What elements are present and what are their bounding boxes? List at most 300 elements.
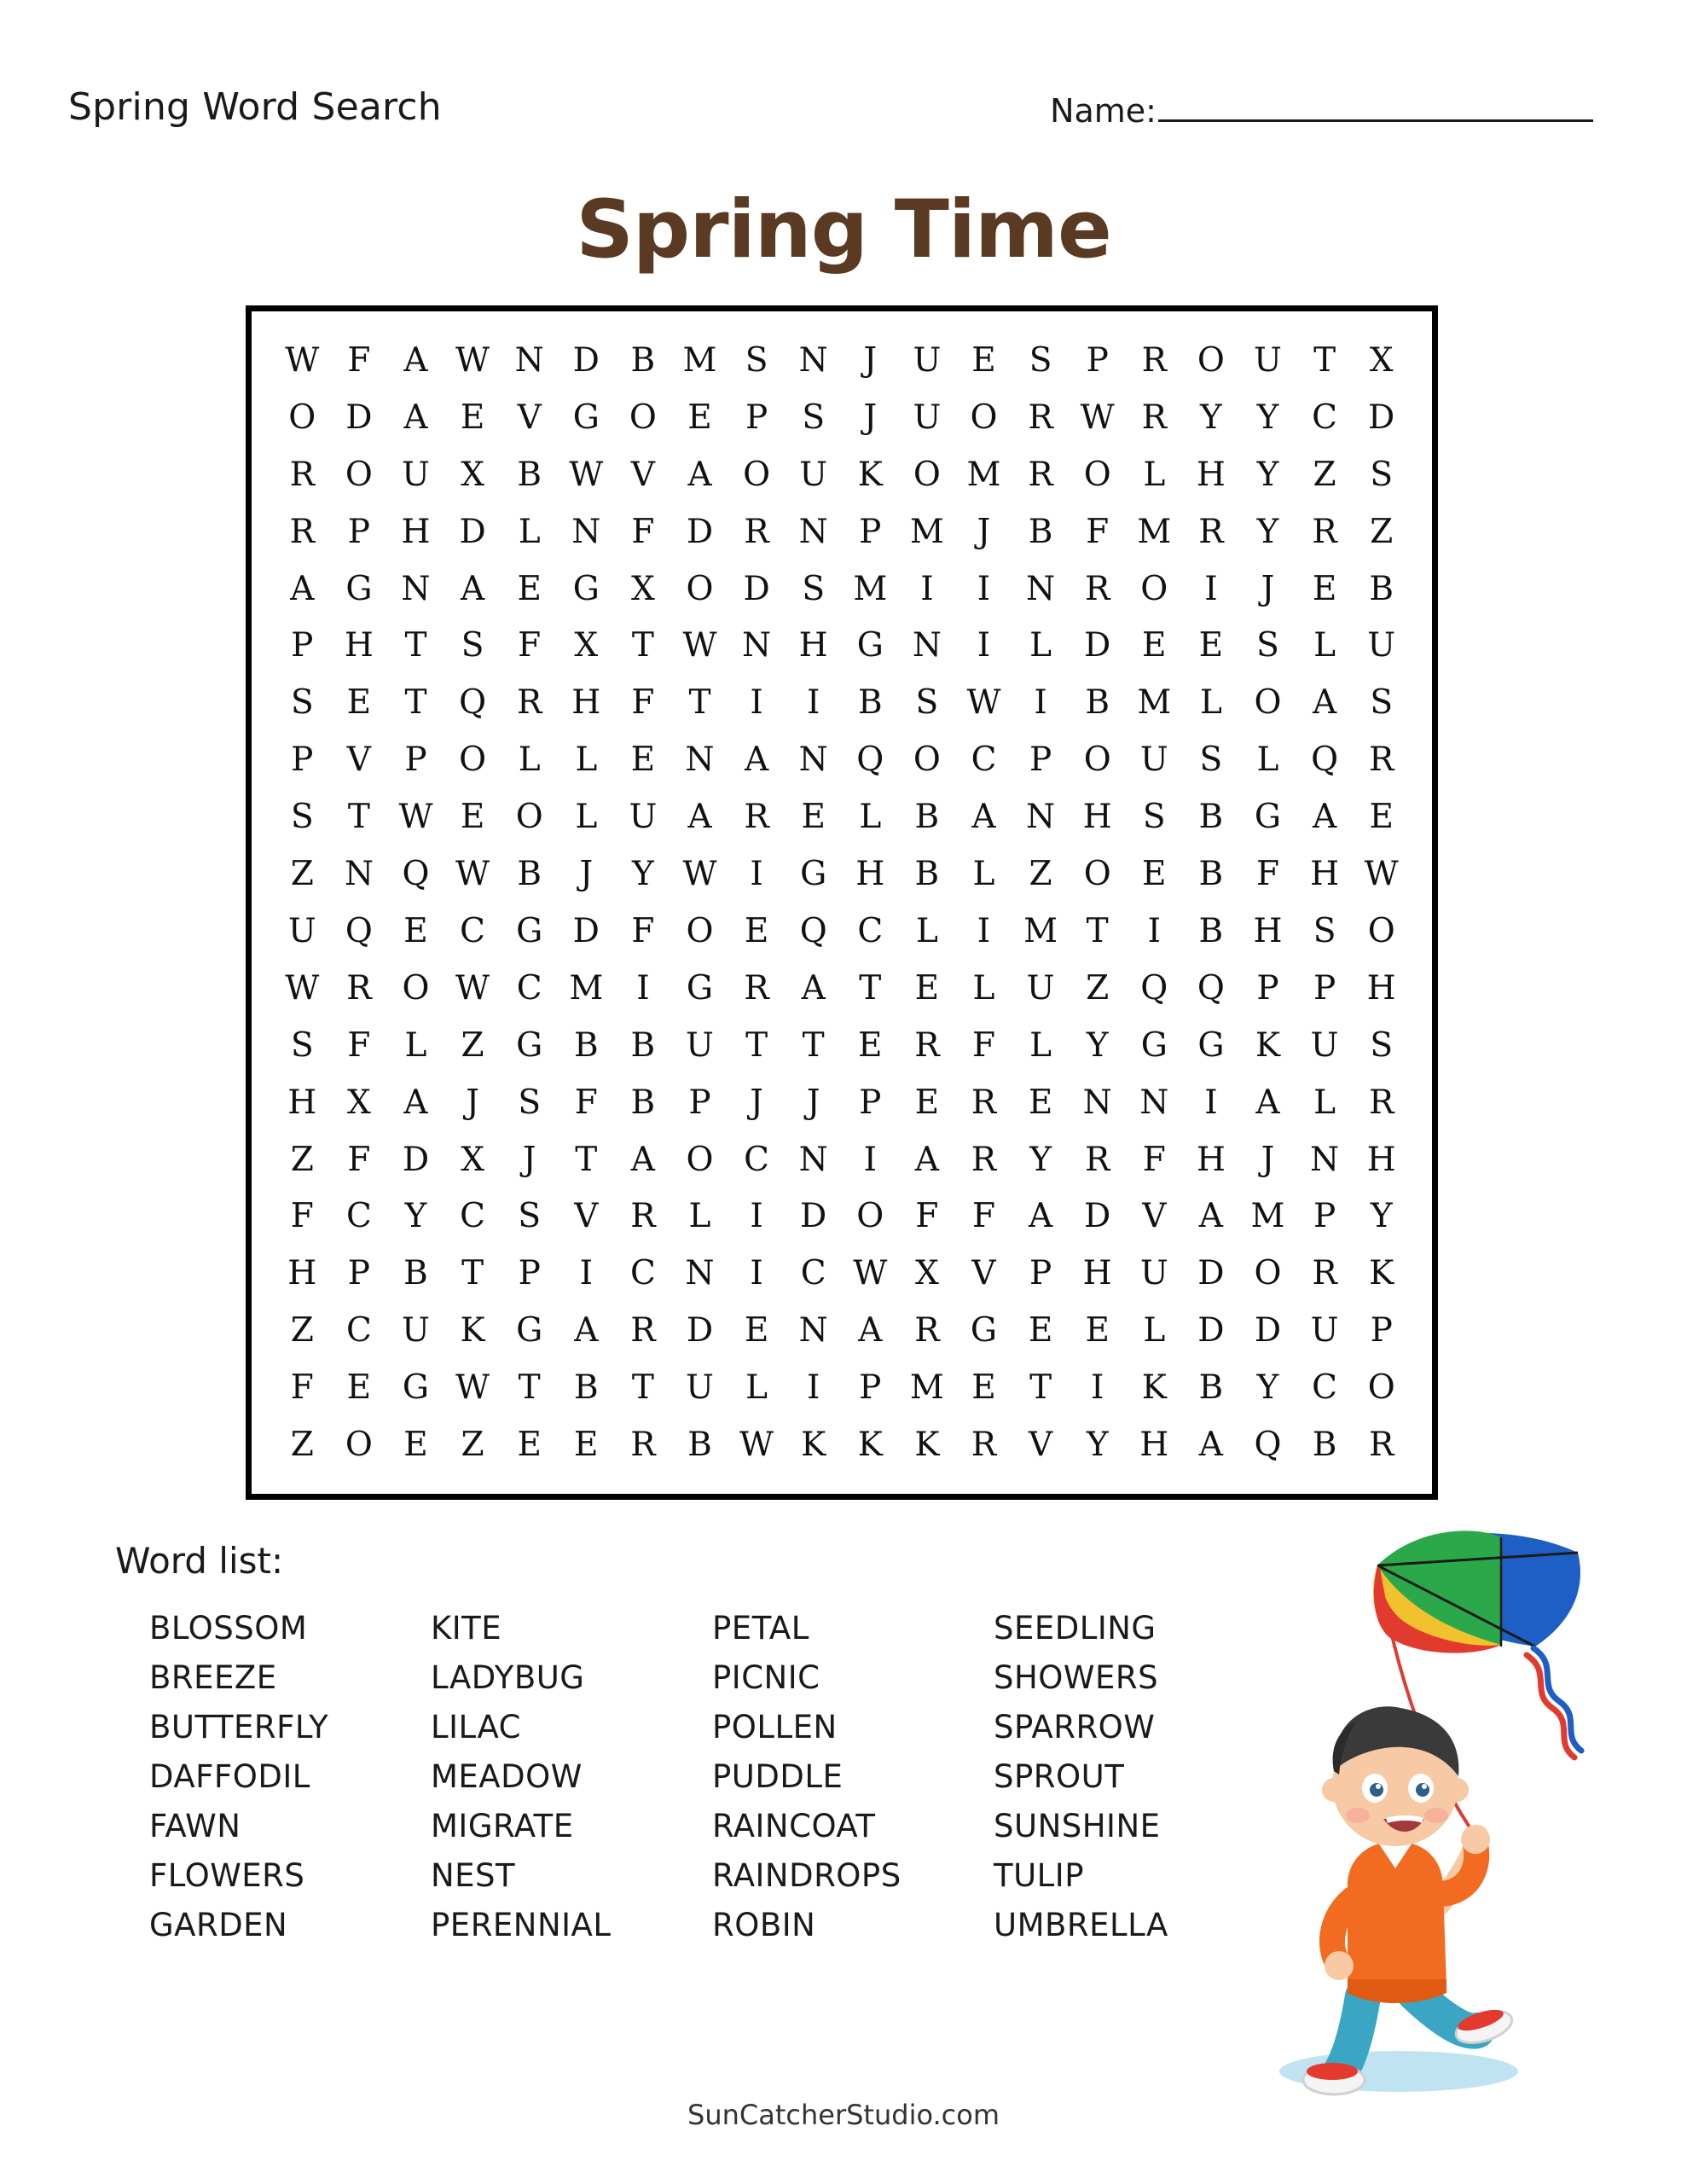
grid-cell[interactable]: P — [347, 512, 371, 551]
grid-cell[interactable]: W — [966, 683, 1001, 723]
grid-cell[interactable]: K — [1369, 1254, 1394, 1293]
grid-cell[interactable]: U — [1139, 1254, 1168, 1293]
grid-cell[interactable]: V — [517, 398, 542, 437]
grid-cell[interactable]: X — [461, 455, 484, 494]
grid-cell[interactable]: J — [579, 855, 594, 894]
grid-cell[interactable]: N — [1082, 1083, 1112, 1122]
grid-cell[interactable]: W — [853, 1254, 888, 1293]
grid-cell[interactable]: O — [913, 741, 941, 780]
grid-cell[interactable]: S — [802, 398, 826, 437]
grid-cell[interactable]: Z — [461, 1426, 484, 1465]
grid-cell[interactable]: F — [631, 512, 655, 551]
grid-cell[interactable]: S — [290, 1025, 314, 1065]
grid-cell[interactable]: H — [1196, 1140, 1226, 1179]
word-list-item[interactable]: DAFFODIL — [149, 1758, 310, 1795]
grid-cell[interactable]: N — [571, 512, 601, 551]
grid-cell[interactable]: Y — [1256, 1368, 1279, 1408]
grid-cell[interactable]: O — [345, 1426, 373, 1465]
grid-cell[interactable]: U — [913, 398, 942, 437]
grid-cell[interactable]: A — [630, 1140, 655, 1179]
grid-cell[interactable]: O — [459, 741, 487, 780]
grid-cell[interactable]: R — [1369, 741, 1394, 780]
grid-cell[interactable]: W — [455, 1368, 490, 1408]
grid-cell[interactable]: Q — [1254, 1426, 1282, 1465]
grid-cell[interactable]: A — [1198, 1197, 1223, 1236]
grid-cell[interactable]: L — [1143, 1311, 1166, 1350]
grid-cell[interactable]: D — [459, 512, 486, 551]
grid-cell[interactable]: M — [909, 1368, 944, 1408]
grid-cell[interactable]: V — [574, 1197, 599, 1236]
grid-cell[interactable]: Y — [1370, 1197, 1393, 1236]
grid-cell[interactable]: S — [1256, 626, 1279, 665]
grid-cell[interactable]: Z — [1029, 855, 1052, 894]
grid-cell[interactable]: P — [1029, 741, 1052, 780]
grid-cell[interactable]: C — [1312, 1368, 1338, 1408]
grid-cell[interactable]: N — [798, 1311, 828, 1350]
grid-cell[interactable]: G — [516, 911, 543, 950]
grid-cell[interactable]: X — [347, 1083, 371, 1122]
grid-cell[interactable]: T — [518, 1368, 541, 1408]
grid-cell[interactable]: Y — [1256, 512, 1279, 551]
grid-cell[interactable]: N — [344, 855, 374, 894]
grid-cell[interactable]: P — [1313, 1197, 1336, 1236]
word-list-item[interactable]: POLLEN — [712, 1709, 838, 1745]
grid-cell[interactable]: O — [629, 398, 657, 437]
grid-cell[interactable]: A — [801, 968, 826, 1008]
grid-cell[interactable]: D — [743, 569, 770, 608]
grid-cell[interactable]: J — [863, 398, 878, 437]
grid-cell[interactable]: A — [1313, 798, 1337, 837]
grid-cell[interactable]: W — [285, 340, 320, 380]
grid-cell[interactable]: R — [346, 968, 372, 1008]
grid-cell[interactable]: H — [1366, 1140, 1396, 1179]
grid-cell[interactable]: S — [802, 569, 826, 608]
grid-cell[interactable]: V — [971, 1254, 996, 1293]
grid-cell[interactable]: R — [1312, 512, 1337, 551]
grid-cell[interactable]: N — [401, 569, 431, 608]
grid-cell[interactable]: G — [516, 1025, 543, 1065]
grid-cell[interactable]: I — [1204, 1083, 1218, 1122]
grid-cell[interactable]: H — [1196, 455, 1226, 494]
grid-cell[interactable]: G — [800, 855, 827, 894]
grid-cell[interactable]: Z — [461, 1025, 484, 1065]
grid-cell[interactable]: B — [914, 855, 940, 894]
grid-cell[interactable]: Y — [1086, 1426, 1109, 1465]
grid-cell[interactable]: E — [914, 968, 940, 1008]
grid-cell[interactable]: M — [853, 569, 888, 608]
grid-cell[interactable]: G — [970, 1311, 998, 1350]
grid-cell[interactable]: V — [630, 455, 655, 494]
grid-cell[interactable]: W — [285, 968, 320, 1008]
grid-cell[interactable]: N — [685, 1254, 715, 1293]
grid-cell[interactable]: L — [1199, 683, 1222, 723]
grid-cell[interactable]: F — [631, 911, 655, 950]
grid-cell[interactable]: Q — [856, 741, 884, 780]
grid-cell[interactable]: E — [403, 1426, 428, 1465]
grid-cell[interactable]: O — [1083, 741, 1111, 780]
grid-cell[interactable]: O — [515, 798, 543, 837]
grid-cell[interactable]: L — [1313, 1083, 1336, 1122]
grid-cell[interactable]: P — [859, 512, 882, 551]
word-list-item[interactable]: MIGRATE — [431, 1808, 574, 1844]
grid-cell[interactable]: N — [798, 340, 828, 380]
grid-cell[interactable]: O — [345, 455, 373, 494]
grid-cell[interactable]: I — [1147, 911, 1161, 950]
grid-cell[interactable]: E — [630, 741, 656, 780]
grid-cell[interactable]: O — [1367, 1368, 1395, 1408]
grid-cell[interactable]: R — [971, 1140, 997, 1179]
grid-cell[interactable]: U — [913, 340, 942, 380]
grid-cell[interactable]: G — [1140, 1025, 1168, 1065]
word-list-item[interactable]: SHOWERS — [994, 1659, 1159, 1696]
grid-cell[interactable]: E — [1198, 626, 1224, 665]
grid-cell[interactable]: T — [802, 1025, 825, 1065]
grid-cell[interactable]: D — [686, 1311, 714, 1350]
grid-cell[interactable]: N — [798, 1140, 828, 1179]
grid-cell[interactable]: A — [1198, 1426, 1223, 1465]
grid-cell[interactable]: I — [806, 1368, 820, 1408]
grid-cell[interactable]: A — [858, 1311, 883, 1350]
grid-cell[interactable]: S — [461, 626, 484, 665]
word-list-item[interactable]: PETAL — [712, 1610, 809, 1647]
grid-cell[interactable]: Q — [459, 683, 487, 723]
grid-cell[interactable]: Z — [290, 1311, 314, 1350]
grid-cell[interactable]: U — [1026, 968, 1055, 1008]
grid-cell[interactable]: Y — [632, 855, 654, 894]
grid-cell[interactable]: P — [859, 1368, 882, 1408]
word-list-item[interactable]: PERENNIAL — [431, 1907, 612, 1943]
grid-cell[interactable]: L — [1256, 741, 1279, 780]
grid-cell[interactable]: J — [466, 1083, 479, 1122]
grid-cell[interactable]: R — [1141, 398, 1167, 437]
grid-cell[interactable]: W — [455, 855, 490, 894]
grid-cell[interactable]: W — [398, 798, 433, 837]
word-list-item[interactable]: SPARROW — [994, 1709, 1156, 1745]
word-list-item[interactable]: RAINCOAT — [712, 1808, 876, 1844]
grid-cell[interactable]: S — [518, 1197, 542, 1236]
grid-cell[interactable]: Y — [404, 1197, 427, 1236]
grid-cell[interactable]: H — [1366, 968, 1396, 1008]
grid-cell[interactable]: I — [977, 626, 991, 665]
grid-cell[interactable]: L — [915, 911, 938, 950]
grid-cell[interactable]: A — [290, 569, 315, 608]
grid-cell[interactable]: R — [744, 512, 769, 551]
grid-cell[interactable]: P — [745, 398, 768, 437]
word-list-item[interactable]: UMBRELLA — [994, 1907, 1168, 1943]
grid-cell[interactable]: E — [403, 911, 428, 950]
grid-cell[interactable]: M — [909, 512, 944, 551]
grid-cell[interactable]: O — [402, 968, 430, 1008]
grid-cell[interactable]: F — [518, 626, 542, 665]
grid-cell[interactable]: O — [686, 569, 714, 608]
word-list-item[interactable]: LILAC — [431, 1709, 521, 1745]
grid-cell[interactable]: Y — [1086, 1025, 1109, 1065]
grid-cell[interactable]: J — [977, 512, 991, 551]
grid-cell[interactable]: P — [518, 1254, 541, 1293]
grid-cell[interactable]: B — [687, 1426, 712, 1465]
grid-cell[interactable]: U — [402, 455, 430, 494]
grid-cell[interactable]: L — [972, 855, 995, 894]
grid-cell[interactable]: N — [798, 512, 828, 551]
grid-cell[interactable]: L — [404, 1025, 427, 1065]
grid-cell[interactable]: A — [914, 1140, 939, 1179]
grid-cell[interactable]: P — [404, 741, 427, 780]
grid-cell[interactable]: U — [287, 911, 316, 950]
grid-cell[interactable]: R — [744, 798, 769, 837]
grid-cell[interactable]: E — [1312, 569, 1337, 608]
grid-cell[interactable]: F — [971, 1197, 996, 1236]
grid-cell[interactable]: T — [1313, 340, 1336, 380]
grid-cell[interactable]: U — [1310, 1025, 1339, 1065]
grid-cell[interactable]: E — [1142, 626, 1167, 665]
grid-cell[interactable]: B — [1198, 1368, 1224, 1408]
grid-cell[interactable]: K — [857, 1426, 883, 1465]
grid-cell[interactable]: N — [742, 626, 772, 665]
grid-cell[interactable]: L — [688, 1197, 711, 1236]
grid-cell[interactable]: O — [1254, 683, 1282, 723]
grid-cell[interactable]: G — [856, 626, 884, 665]
grid-cell[interactable]: F — [347, 1025, 371, 1065]
grid-cell[interactable]: P — [688, 1083, 711, 1122]
grid-cell[interactable]: A — [745, 741, 769, 780]
grid-cell[interactable]: D — [1254, 1311, 1282, 1350]
grid-cell[interactable]: S — [1029, 340, 1052, 380]
grid-cell[interactable]: O — [686, 1140, 714, 1179]
grid-cell[interactable]: O — [1367, 911, 1395, 950]
grid-cell[interactable]: L — [518, 512, 541, 551]
grid-cell[interactable]: T — [404, 626, 427, 665]
grid-cell[interactable]: T — [859, 968, 882, 1008]
grid-cell[interactable]: I — [977, 569, 991, 608]
grid-cell[interactable]: U — [1254, 340, 1282, 380]
grid-cell[interactable]: A — [403, 340, 428, 380]
grid-cell[interactable]: O — [913, 455, 941, 494]
grid-cell[interactable]: D — [1197, 1311, 1225, 1350]
grid-cell[interactable]: C — [1312, 398, 1338, 437]
grid-cell[interactable]: J — [1261, 569, 1275, 608]
grid-cell[interactable]: H — [1253, 911, 1283, 950]
grid-cell[interactable]: Q — [345, 911, 373, 950]
grid-cell[interactable]: N — [1026, 798, 1056, 837]
grid-cell[interactable]: Q — [1140, 968, 1168, 1008]
grid-cell[interactable]: X — [461, 1140, 484, 1179]
grid-cell[interactable]: B — [517, 855, 542, 894]
grid-cell[interactable]: J — [806, 1083, 820, 1122]
grid-cell[interactable]: B — [630, 1083, 656, 1122]
grid-cell[interactable]: R — [289, 512, 315, 551]
grid-cell[interactable]: B — [573, 1025, 599, 1065]
word-list-item[interactable]: NEST — [431, 1857, 516, 1894]
grid-cell[interactable]: K — [1141, 1368, 1167, 1408]
grid-cell[interactable]: F — [574, 1083, 598, 1122]
grid-cell[interactable]: L — [1029, 626, 1052, 665]
grid-cell[interactable]: A — [971, 798, 996, 837]
grid-cell[interactable]: B — [1085, 683, 1110, 723]
grid-cell[interactable]: R — [289, 455, 315, 494]
grid-cell[interactable]: S — [1370, 1025, 1394, 1065]
grid-cell[interactable]: E — [801, 798, 826, 837]
grid-cell[interactable]: G — [516, 1311, 543, 1350]
grid-cell[interactable]: O — [1254, 1254, 1282, 1293]
grid-cell[interactable]: S — [290, 798, 314, 837]
grid-cell[interactable]: U — [799, 455, 828, 494]
grid-cell[interactable]: I — [636, 968, 650, 1008]
grid-cell[interactable]: F — [971, 1025, 996, 1065]
grid-cell[interactable]: A — [1029, 1197, 1053, 1236]
grid-cell[interactable]: G — [402, 1368, 430, 1408]
grid-cell[interactable]: X — [915, 1254, 939, 1293]
grid-cell[interactable]: R — [971, 1426, 997, 1465]
word-list-item[interactable]: ROBIN — [712, 1907, 816, 1943]
word-list-item[interactable]: SEEDLING — [994, 1610, 1157, 1647]
grid-cell[interactable]: J — [1261, 1140, 1275, 1179]
grid-cell[interactable]: W — [739, 1426, 774, 1465]
word-list-item[interactable]: TULIP — [994, 1857, 1085, 1894]
grid-cell[interactable]: R — [517, 683, 542, 723]
grid-cell[interactable]: L — [745, 1368, 768, 1408]
grid-cell[interactable]: O — [1083, 855, 1111, 894]
grid-cell[interactable]: W — [455, 968, 490, 1008]
grid-cell[interactable]: O — [686, 911, 714, 950]
grid-cell[interactable]: E — [1028, 1083, 1053, 1122]
grid-cell[interactable]: K — [914, 1426, 940, 1465]
grid-cell[interactable]: U — [402, 1311, 430, 1350]
grid-cell[interactable]: A — [1313, 683, 1337, 723]
grid-cell[interactable]: S — [1370, 455, 1394, 494]
grid-cell[interactable]: H — [571, 683, 601, 723]
grid-cell[interactable]: Q — [1197, 968, 1225, 1008]
grid-cell[interactable]: A — [574, 1311, 599, 1350]
grid-cell[interactable]: E — [517, 1426, 542, 1465]
grid-cell[interactable]: B — [573, 1368, 599, 1408]
grid-cell[interactable]: R — [971, 1083, 997, 1122]
grid-cell[interactable]: F — [290, 1197, 314, 1236]
grid-cell[interactable]: R — [744, 968, 769, 1008]
grid-cell[interactable]: J — [863, 340, 878, 380]
grid-cell[interactable]: P — [859, 1083, 882, 1122]
word-list-item[interactable]: BUTTERFLY — [149, 1709, 329, 1745]
grid-cell[interactable]: R — [1085, 569, 1110, 608]
grid-cell[interactable]: I — [1090, 1368, 1104, 1408]
grid-cell[interactable]: F — [290, 1368, 314, 1408]
grid-cell[interactable]: O — [743, 455, 771, 494]
grid-cell[interactable]: T — [631, 626, 654, 665]
grid-cell[interactable]: G — [1254, 798, 1282, 837]
grid-cell[interactable]: I — [750, 1197, 763, 1236]
grid-cell[interactable]: D — [572, 340, 600, 380]
grid-cell[interactable]: F — [347, 1140, 371, 1179]
grid-cell[interactable]: E — [744, 911, 769, 950]
grid-cell[interactable]: E — [971, 340, 996, 380]
word-list-item[interactable]: FAWN — [149, 1808, 241, 1844]
grid-cell[interactable]: O — [856, 1197, 884, 1236]
grid-cell[interactable]: N — [1310, 1140, 1340, 1179]
grid-cell[interactable]: C — [629, 1254, 656, 1293]
grid-cell[interactable]: T — [461, 1254, 484, 1293]
grid-cell[interactable]: C — [345, 1197, 372, 1236]
grid-cell[interactable]: R — [630, 1197, 656, 1236]
grid-cell[interactable]: I — [750, 1254, 763, 1293]
word-list-item[interactable]: MEADOW — [431, 1758, 583, 1795]
grid-cell[interactable]: S — [1370, 683, 1394, 723]
word-list-item[interactable]: BREEZE — [149, 1659, 277, 1696]
grid-cell[interactable]: W — [682, 626, 717, 665]
grid-cell[interactable]: B — [857, 683, 883, 723]
grid-cell[interactable]: O — [1083, 455, 1111, 494]
word-list-item[interactable]: SPROUT — [994, 1758, 1125, 1795]
grid-cell[interactable]: Q — [799, 911, 827, 950]
grid-cell[interactable]: H — [287, 1083, 317, 1122]
grid-cell[interactable]: A — [403, 398, 428, 437]
grid-cell[interactable]: U — [1310, 1311, 1339, 1350]
grid-cell[interactable]: M — [1137, 683, 1172, 723]
grid-cell[interactable]: B — [1369, 569, 1394, 608]
grid-cell[interactable]: X — [1369, 340, 1394, 380]
grid-cell[interactable]: F — [915, 1197, 939, 1236]
grid-cell[interactable]: A — [687, 798, 712, 837]
grid-cell[interactable]: F — [347, 340, 371, 380]
grid-cell[interactable]: E — [1085, 1311, 1110, 1350]
grid-cell[interactable]: T — [631, 1368, 654, 1408]
word-list-item[interactable]: PICNIC — [712, 1659, 820, 1696]
grid-cell[interactable]: A — [1255, 1083, 1280, 1122]
grid-cell[interactable]: R — [1028, 398, 1053, 437]
word-list-item[interactable]: GARDEN — [149, 1907, 288, 1943]
grid-cell[interactable]: H — [287, 1254, 317, 1293]
grid-cell[interactable]: D — [1084, 626, 1111, 665]
grid-cell[interactable]: T — [575, 1140, 598, 1179]
grid-cell[interactable]: R — [630, 1311, 656, 1350]
grid-cell[interactable]: B — [1312, 1426, 1337, 1465]
word-list-item[interactable]: SUNSHINE — [994, 1808, 1161, 1844]
grid-cell[interactable]: B — [630, 340, 656, 380]
grid-cell[interactable]: L — [1029, 1025, 1052, 1065]
grid-cell[interactable]: T — [688, 683, 711, 723]
grid-cell[interactable]: G — [1197, 1025, 1225, 1065]
grid-cell[interactable]: T — [1029, 1368, 1052, 1408]
grid-cell[interactable]: T — [1086, 911, 1109, 950]
grid-cell[interactable]: S — [290, 683, 314, 723]
grid-cell[interactable]: S — [745, 340, 768, 380]
grid-cell[interactable]: R — [914, 1311, 940, 1350]
grid-cell[interactable]: S — [1313, 911, 1336, 950]
grid-cell[interactable]: L — [518, 741, 541, 780]
grid-cell[interactable]: R — [1028, 455, 1053, 494]
grid-cell[interactable]: S — [1199, 741, 1223, 780]
grid-cell[interactable]: O — [1140, 569, 1168, 608]
grid-cell[interactable]: Y — [1029, 1140, 1052, 1179]
name-write-line[interactable] — [1158, 96, 1593, 122]
grid-cell[interactable]: V — [1029, 1426, 1053, 1465]
grid-cell[interactable]: B — [1198, 855, 1224, 894]
grid-cell[interactable]: E — [744, 1311, 769, 1350]
grid-cell[interactable]: E — [517, 569, 542, 608]
grid-cell[interactable]: F — [1255, 855, 1280, 894]
grid-cell[interactable]: B — [914, 798, 940, 837]
grid-cell[interactable]: T — [347, 798, 370, 837]
grid-cell[interactable]: K — [857, 455, 883, 494]
grid-cell[interactable]: A — [687, 455, 712, 494]
word-list-item[interactable]: KITE — [431, 1610, 502, 1647]
grid-cell[interactable]: I — [750, 683, 763, 723]
grid-cell[interactable]: I — [863, 1140, 877, 1179]
word-list-item[interactable]: RAINDROPS — [712, 1857, 901, 1894]
grid-cell[interactable]: H — [1310, 855, 1340, 894]
grid-cell[interactable]: Z — [1370, 512, 1394, 551]
grid-cell[interactable]: W — [1364, 855, 1399, 894]
grid-cell[interactable]: L — [972, 968, 995, 1008]
grid-cell[interactable]: D — [572, 911, 600, 950]
